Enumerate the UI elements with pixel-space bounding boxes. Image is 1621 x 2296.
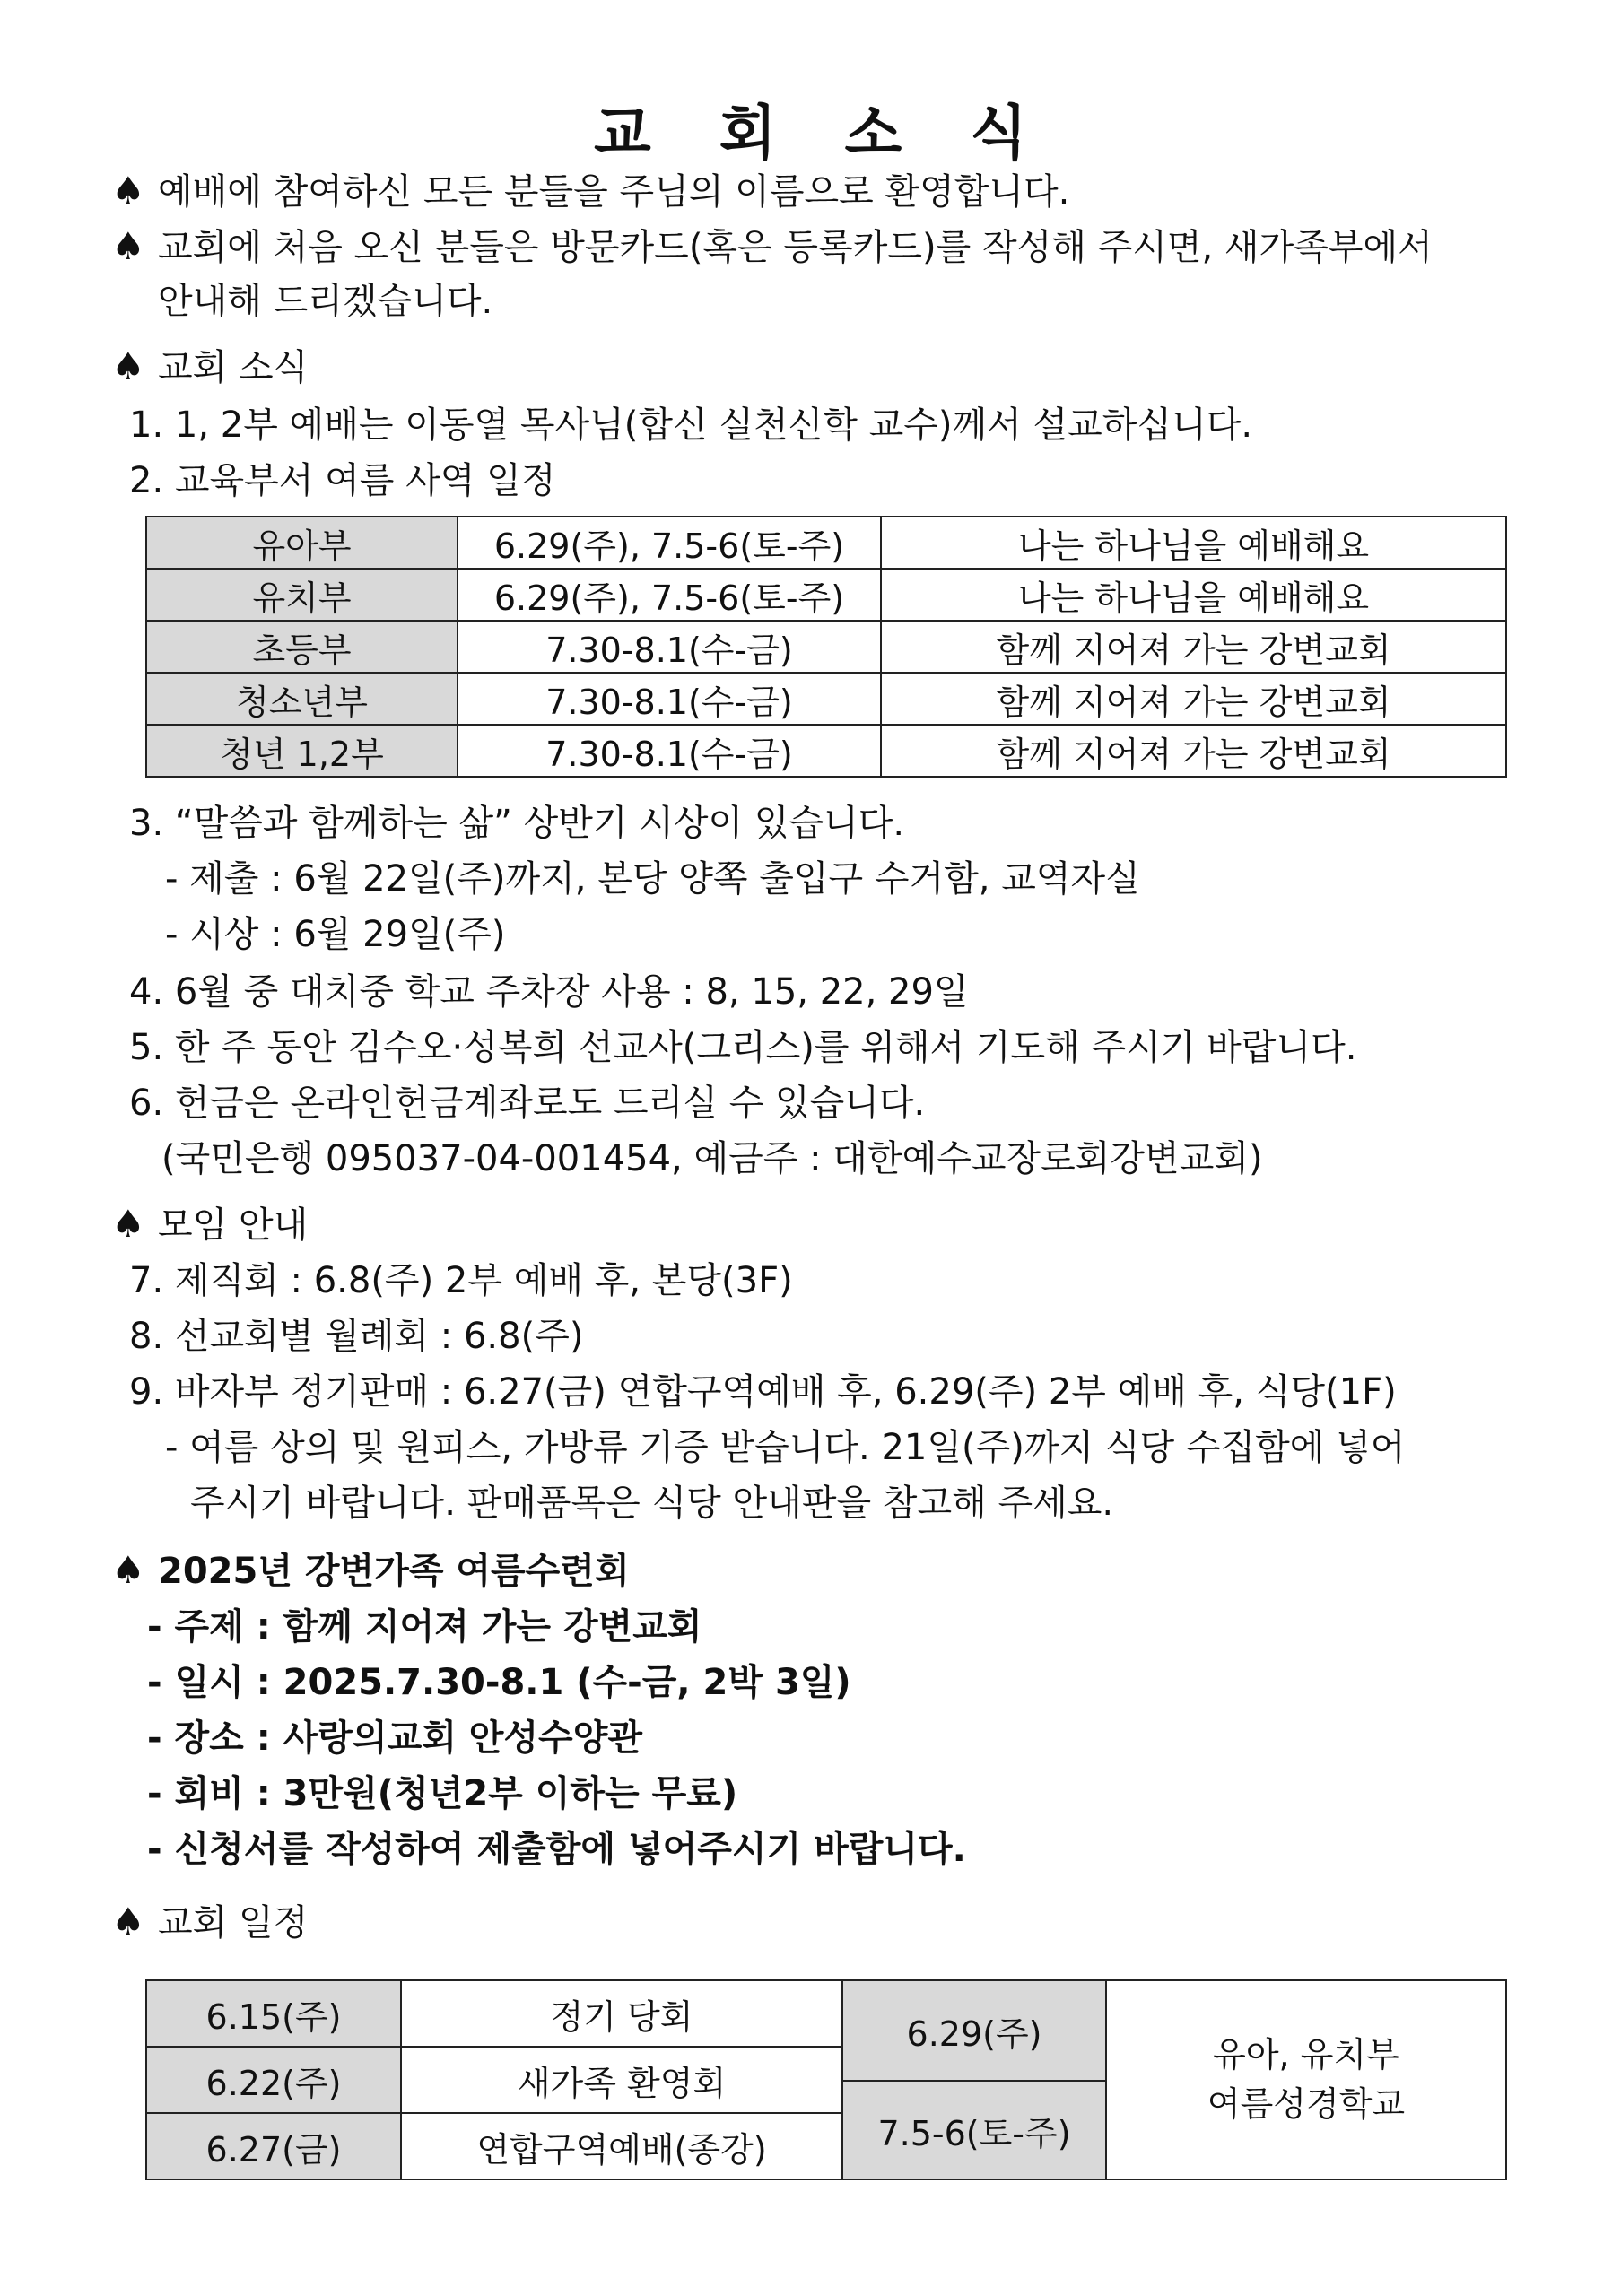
date-cell: 7.30-8.1(수-금) (458, 673, 881, 725)
spade-icon: ♠ (111, 1548, 145, 1592)
retreat-heading: ♠ 2025년 강변가족 여름수련회 (111, 1548, 630, 1592)
spade-icon: ♠ (111, 344, 145, 388)
meetings-item-9-note-2: 주시기 바랍니다. 판매품목은 식당 안내판을 참고해 주세요. (190, 1483, 1114, 1524)
dept-cell: 청소년부 (146, 673, 458, 725)
page-title (0, 85, 1621, 170)
event-cell: 새가족 환영회 (401, 2047, 842, 2113)
title-char: 회 (719, 99, 777, 168)
date-cell: 6.15(주) (146, 1980, 401, 2047)
welcome-line-1: ♠ 예배에 참여하신 모든 분들을 주님의 이름으로 환영합니다. (111, 169, 1070, 213)
dept-cell: 유아부 (146, 517, 458, 569)
theme-cell: 나는 하나님을 예배해요 (881, 517, 1506, 569)
theme-cell: 함께 지어져 가는 강변교회 (881, 725, 1506, 777)
news-item-4: 4. 6월 중 대치중 학교 주차장 사용 : 8, 15, 22, 29일 (129, 971, 969, 1013)
retreat-fee: - 회비 : 3만원(청년2부 이하는 무료) (147, 1773, 738, 1814)
spade-icon: ♠ (111, 169, 145, 213)
theme-cell: 함께 지어져 가는 강변교회 (881, 673, 1506, 725)
news-item-6-account: (국민은행 095037-04-001454, 예금주 : 대한예수교장로회강변교회) (161, 1138, 1263, 1179)
event-cell: 정기 당회 (401, 1980, 842, 2047)
meetings-heading: ♠ 모임 안내 (111, 1202, 309, 1246)
date-cell: 6.29(주), 7.5-6(토-주) (458, 517, 881, 569)
title-char: 교 (593, 99, 651, 168)
news-item-3-award: - 시상 : 6월 29일(주) (165, 914, 506, 955)
news-item-3-submit: - 제출 : 6월 22일(주)까지, 본당 양쪽 출입구 수거함, 교역자실 (165, 858, 1140, 900)
meetings-item-9-note-1: - 여름 상의 및 원피스, 가방류 기증 받습니다. 21일(주)까지 식당 수집함에 넣어 (165, 1427, 1406, 1468)
event-cell: 연합구역예배(종강) (401, 2113, 842, 2179)
retreat-apply: - 신청서를 작성하여 제출함에 넣어주시기 바랍니다. (147, 1829, 966, 1870)
date-cell: 6.22(주) (146, 2047, 401, 2113)
date-cell: 6.27(금) (146, 2113, 401, 2179)
event-cell: 유아, 유치부 여름성경학교 (1106, 1980, 1506, 2179)
retreat-place: - 장소 : 사랑의교회 안성수양관 (147, 1718, 642, 1759)
table-row (146, 569, 1506, 621)
theme-cell: 나는 하나님을 예배해요 (881, 569, 1506, 621)
title-char: 식 (970, 99, 1028, 168)
date-cell: 6.29(주), 7.5-6(토-주) (458, 569, 881, 621)
date-cell: 6.29(주) (842, 1980, 1106, 2081)
meetings-item-9: 9. 바자부 정기판매 : 6.27(금) 연합구역예배 후, 6.29(주) 2부 예배 후, 식당(1F) (129, 1371, 1397, 1413)
spade-icon: ♠ (111, 1900, 145, 1944)
table-row (146, 621, 1506, 673)
spade-icon: ♠ (111, 224, 145, 268)
news-item-1: 1. 1, 2부 예배는 이동열 목사님(합신 실천신학 교수)께서 설교하십니다. (129, 404, 1253, 446)
news-item-6: 6. 헌금은 온라인헌금계좌로도 드리실 수 있습니다. (129, 1083, 926, 1124)
news-heading: ♠ 교회 소식 (111, 344, 309, 388)
dept-cell: 유치부 (146, 569, 458, 621)
meetings-item-7: 7. 제직회 : 6.8(주) 2부 예배 후, 본당(3F) (129, 1260, 793, 1301)
dept-cell: 청년 1,2부 (146, 725, 458, 777)
news-item-3: 3. “말씀과 함께하는 삶” 상반기 시상이 있습니다. (129, 803, 905, 844)
table-row (146, 517, 1506, 569)
news-item-5: 5. 한 주 동안 김수오·성복희 선교사(그리스)를 위해서 기도해 주시기 바랍니다. (129, 1027, 1357, 1068)
dept-cell: 초등부 (146, 621, 458, 673)
news-item-2: 2. 교육부서 여름 사역 일정 (129, 460, 556, 501)
spade-icon: ♠ (111, 1202, 145, 1246)
date-cell: 7.5-6(토-주) (842, 2081, 1106, 2179)
welcome-line-3: 안내해 드리겠습니다. (158, 281, 493, 322)
retreat-date: - 일시 : 2025.7.30-8.1 (수-금, 2박 3일) (147, 1662, 851, 1703)
meetings-item-8: 8. 선교회별 월례회 : 6.8(주) (129, 1316, 584, 1357)
theme-cell: 함께 지어져 가는 강변교회 (881, 621, 1506, 673)
table-row (146, 725, 1506, 777)
table-row (146, 1980, 1506, 2047)
title-char: 소 (844, 99, 902, 168)
church-schedule-table (145, 1979, 1507, 2180)
date-cell: 7.30-8.1(수-금) (458, 621, 881, 673)
table-row (146, 673, 1506, 725)
date-cell: 7.30-8.1(수-금) (458, 725, 881, 777)
welcome-line-2: ♠ 교회에 처음 오신 분들은 방문카드(혹은 등록카드)를 작성해 주시면, 새가족부에서 (111, 224, 1433, 268)
schedule-heading: ♠ 교회 일정 (111, 1900, 309, 1944)
retreat-theme: - 주제 : 함께 지어져 가는 강변교회 (147, 1606, 702, 1648)
education-schedule-table (145, 516, 1507, 778)
